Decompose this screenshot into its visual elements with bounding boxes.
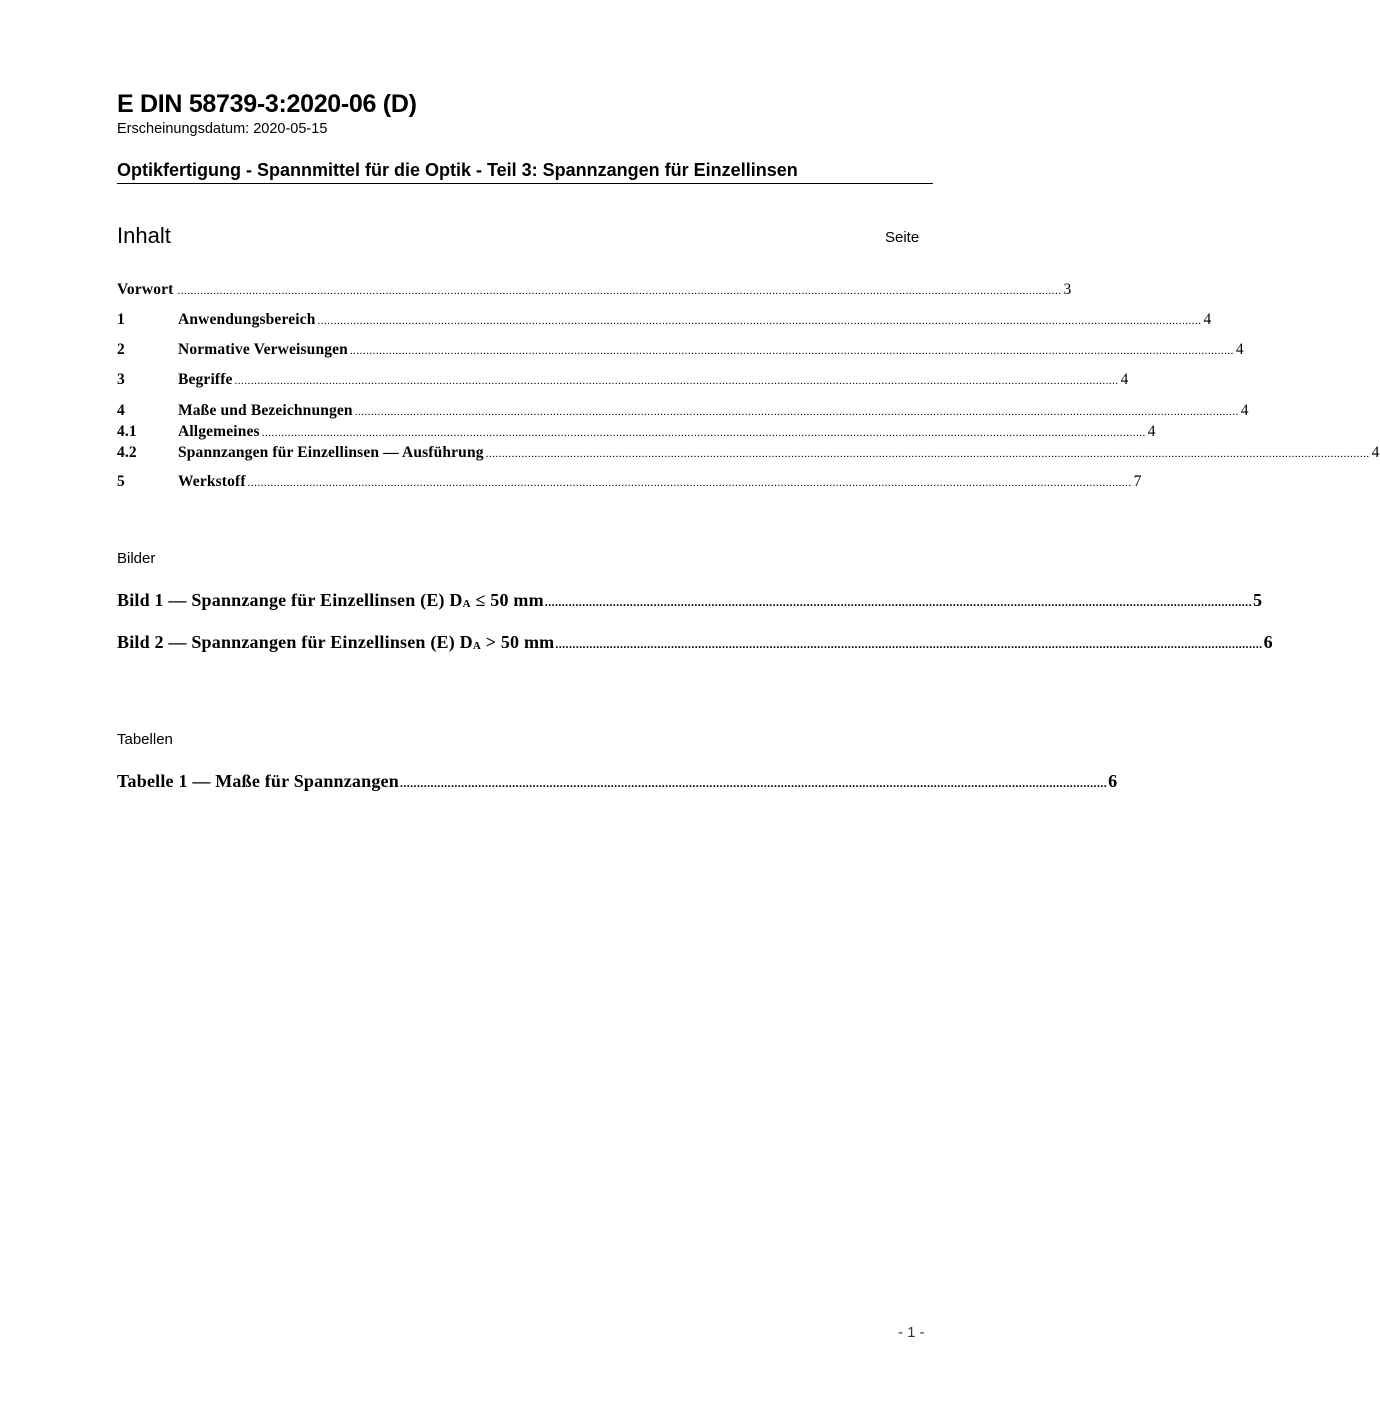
toc-entry-page: 7 <box>1133 473 1142 490</box>
table-entry-1[interactable] <box>117 769 1118 793</box>
toc-leader-dots: ................................................................................................................................................................................................................................................................................ <box>349 345 1234 357</box>
toc-entry-number: 4.2 <box>117 444 137 461</box>
toc-entry-page: 4 <box>1147 423 1156 440</box>
toc-leader-dots: ................................................................................................................................................................................................................................................................................ <box>485 448 1370 460</box>
toc-entry-page: 4 <box>1371 444 1380 461</box>
toc-heading: Inhalt <box>117 223 171 248</box>
figure-entry-title: Bild 2 — Spannzangen für Einzellinsen (E) $D_A > 50$ mm <box>117 632 555 652</box>
toc-entry-page: 4 <box>1120 371 1129 388</box>
figure-entry-page: 5 <box>1252 590 1263 610</box>
document-subtitle: Optikfertigung - Spannmittel für die Optik - Teil 3: Spannzangen für Einzellinsen <box>117 159 933 184</box>
publication-date: Erscheinungsdatum: 2020-05-15 <box>117 121 328 137</box>
toc-leader-dots: ................................................................................................................................................................................................................................................................................ <box>261 427 1146 439</box>
toc-entry-title: Spannzangen für Einzellinsen — Ausführung <box>178 444 484 461</box>
toc-leader-dots: ................................................................................................................................................................................................................................................................................ <box>317 315 1202 327</box>
toc-entry-title: Anwendungsbereich <box>178 311 316 328</box>
figure-leader-dots: ................................................................................................................................................................................................................ <box>555 637 1263 651</box>
figure-entry-2[interactable] <box>117 630 1273 654</box>
toc-entry-title: Vorwort <box>117 281 174 298</box>
toc-entry-4-1[interactable] <box>117 422 1156 442</box>
toc-entry-title: Begriffe <box>178 371 233 388</box>
toc-entry-2[interactable] <box>117 340 1244 360</box>
toc-leader-dots: ................................................................................................................................................................................................................................................................................ <box>354 406 1239 418</box>
document-title: E DIN 58739-3:2020-06 (D) <box>117 90 417 118</box>
table-leader-dots: ................................................................................................................................................................................................................ <box>399 776 1108 790</box>
page-number: - 1 - <box>898 1324 925 1341</box>
toc-entry-3[interactable] <box>117 370 1129 390</box>
figures-section-label: Bilder <box>117 550 156 567</box>
figure-leader-dots: ................................................................................................................................................................................................................ <box>544 595 1252 609</box>
toc-entry-page: 4 <box>1235 341 1244 358</box>
figure-entry-title: Bild 1 — Spannzange für Einzellinsen (E) $D_A \le 50$ mm <box>117 590 544 610</box>
figure-entry-page: 6 <box>1263 632 1273 652</box>
toc-entry-page: 4 <box>1203 311 1212 328</box>
toc-entry-number: 5 <box>117 473 125 490</box>
toc-entry-page: 3 <box>1063 281 1072 298</box>
toc-entry-title: Normative Verweisungen <box>178 341 348 358</box>
table-entry-title: Tabelle 1 — Maße für Spannzangen <box>117 771 399 791</box>
toc-entry-4[interactable] <box>117 401 1249 421</box>
toc-entry-5[interactable] <box>117 472 1142 492</box>
toc-entry-4-2[interactable] <box>117 443 1380 463</box>
toc-entry-number: 2 <box>117 341 125 358</box>
toc-entry-vorwort[interactable] <box>117 280 1072 300</box>
toc-entry-number: 1 <box>117 311 125 328</box>
toc-entry-page: 4 <box>1240 402 1249 419</box>
tables-section-label: Tabellen <box>117 731 173 748</box>
page-column-label: Seite <box>885 229 920 246</box>
toc-leader-dots: ................................................................................................................................................................................................................................................................................ <box>234 375 1119 387</box>
table-entry-page: 6 <box>1108 771 1118 791</box>
toc-entry-title: Maße und Bezeichnungen <box>178 402 353 419</box>
toc-entry-number: 3 <box>117 371 125 388</box>
toc-entry-1[interactable] <box>117 310 1212 330</box>
toc-entry-title: Allgemeines <box>178 423 260 440</box>
toc-leader-dots: ................................................................................................................................................................................................................................................................................ <box>177 285 1062 297</box>
toc-entry-number: 4.1 <box>117 423 137 440</box>
toc-leader-dots: ................................................................................................................................................................................................................................................................................ <box>247 477 1132 489</box>
toc-entry-number: 4 <box>117 402 125 419</box>
toc-entry-title: Werkstoff <box>178 473 246 490</box>
figure-entry-1[interactable] <box>117 588 1263 612</box>
